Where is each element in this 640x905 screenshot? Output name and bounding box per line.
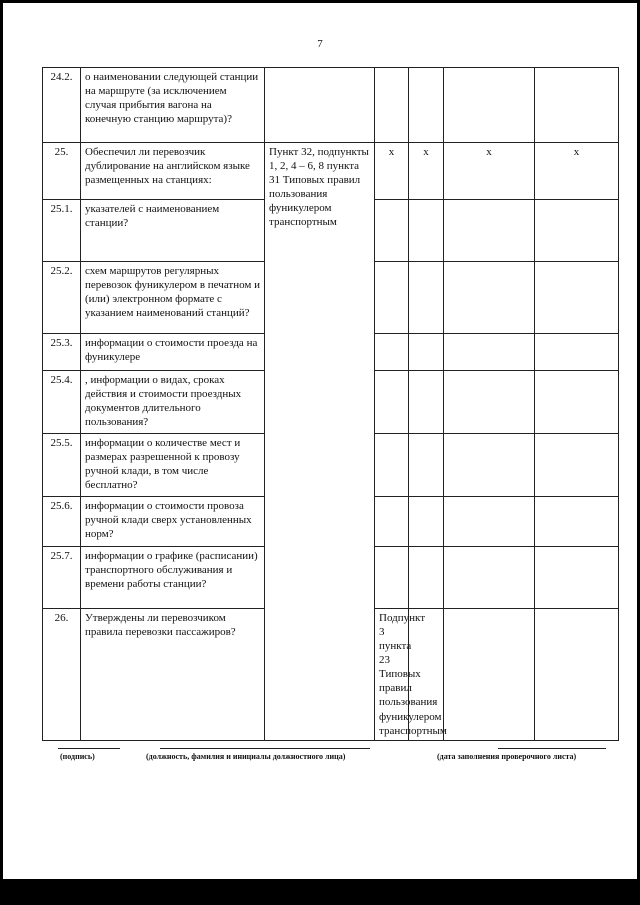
row-question: информации о количестве мест и размерах разрешенной к провозу ручной клади, в том числе бесплатно? [81, 434, 265, 497]
row-number: 25.3. [43, 334, 81, 371]
answer-note-cell[interactable]: х [535, 143, 619, 200]
answer-note-cell[interactable] [535, 497, 619, 547]
row-question: информации о стоимости проезда на фуникулере [81, 334, 265, 371]
answer-note-cell[interactable] [535, 547, 619, 609]
scan-border-left [0, 0, 3, 905]
signature-line[interactable] [58, 748, 120, 749]
official-name-label: (должность, фамилия и инициалы должностного лица) [146, 752, 346, 761]
row-number: 24.2. [43, 68, 81, 143]
row-number: 25.5. [43, 434, 81, 497]
row-number: 25.7. [43, 547, 81, 609]
answer-na-cell[interactable] [444, 547, 535, 609]
answer-no-cell[interactable]: х [409, 143, 444, 200]
answer-na-cell[interactable] [444, 497, 535, 547]
answer-no-cell[interactable] [409, 334, 444, 371]
answer-note-cell[interactable] [535, 200, 619, 262]
checklist-table [42, 67, 619, 741]
answer-na-cell[interactable] [444, 68, 535, 143]
answer-note-cell[interactable] [535, 434, 619, 497]
answer-no-cell[interactable] [409, 434, 444, 497]
row-number: 25.2. [43, 262, 81, 334]
answer-yes-cell[interactable] [375, 334, 409, 371]
answer-yes-cell[interactable] [375, 434, 409, 497]
answer-no-cell[interactable] [444, 609, 535, 741]
answer-note-cell[interactable] [535, 334, 619, 371]
page-number: 7 [317, 38, 323, 50]
row-number: 25.6. [43, 497, 81, 547]
table-row [43, 68, 619, 143]
answer-na-cell[interactable] [535, 609, 619, 741]
row-question: Обеспечил ли перевозчик дублирование на английском языке размещенных на станциях: [81, 143, 265, 200]
row-question: , информации о видах, сроках действия и стоимости проездных документов длительного пользования? [81, 371, 265, 434]
answer-na-cell[interactable] [444, 262, 535, 334]
answer-note-cell[interactable] [535, 68, 619, 143]
date-label: (дата заполнения проверочного листа) [437, 752, 577, 761]
answer-no-cell[interactable] [409, 262, 444, 334]
answer-na-cell[interactable] [444, 434, 535, 497]
official-name-line[interactable] [160, 748, 370, 749]
answer-yes-cell[interactable] [375, 547, 409, 609]
row-number: 25.4. [43, 371, 81, 434]
row-reference: Пункт 32, подпункты 1, 2, 4 – 6, 8 пункта 31 Типовых правил пользования фуникулером транспортным [265, 143, 375, 741]
row-question: информации о стоимости провоза ручной клади сверх установленных норм? [81, 497, 265, 547]
row-question: информации о графике (расписании) транспортного обслуживания и времени работы станции? [81, 547, 265, 609]
date-line[interactable] [498, 748, 606, 749]
row-number: 26. [43, 609, 81, 741]
answer-yes-cell[interactable] [375, 371, 409, 434]
answer-note-cell[interactable] [535, 371, 619, 434]
answer-na-cell[interactable] [444, 334, 535, 371]
row-question: указателей с наименованием станции? [81, 200, 265, 262]
answer-na-cell[interactable] [444, 371, 535, 434]
answer-na-cell[interactable]: х [444, 143, 535, 200]
answer-yes-cell[interactable] [375, 200, 409, 262]
signature-label: (подпись) [60, 752, 95, 761]
answer-no-cell[interactable] [409, 200, 444, 262]
row-question: схем маршрутов регулярных перевозок фуникулером в печатном и (или) электронном формате с указанием наименований станций? [81, 262, 265, 334]
row-number: 25.1. [43, 200, 81, 262]
answer-yes-cell[interactable] [375, 68, 409, 143]
answer-na-cell[interactable] [444, 200, 535, 262]
answer-no-cell[interactable] [409, 497, 444, 547]
scan-border-top [0, 0, 640, 3]
answer-yes-cell[interactable]: х [375, 143, 409, 200]
answer-no-cell[interactable] [409, 68, 444, 143]
row-reference [265, 68, 375, 143]
answer-no-cell[interactable] [409, 371, 444, 434]
scan-border-bottom [0, 879, 640, 905]
row-reference: Подпункт 3 пункта 23 Типовых правил пользования фуникулером транспортным [375, 609, 409, 741]
answer-no-cell[interactable] [409, 547, 444, 609]
answer-yes-cell[interactable] [375, 262, 409, 334]
answer-yes-cell[interactable] [375, 497, 409, 547]
table-row [43, 143, 619, 200]
row-question: о наименовании следующей станции на маршруте (за исключением случая прибытия вагона на конечную станцию маршрута)? [81, 68, 265, 143]
answer-note-cell[interactable] [535, 262, 619, 334]
row-question: Утверждены ли перевозчиком правила перевозки пассажиров? [81, 609, 265, 741]
row-number: 25. [43, 143, 81, 200]
